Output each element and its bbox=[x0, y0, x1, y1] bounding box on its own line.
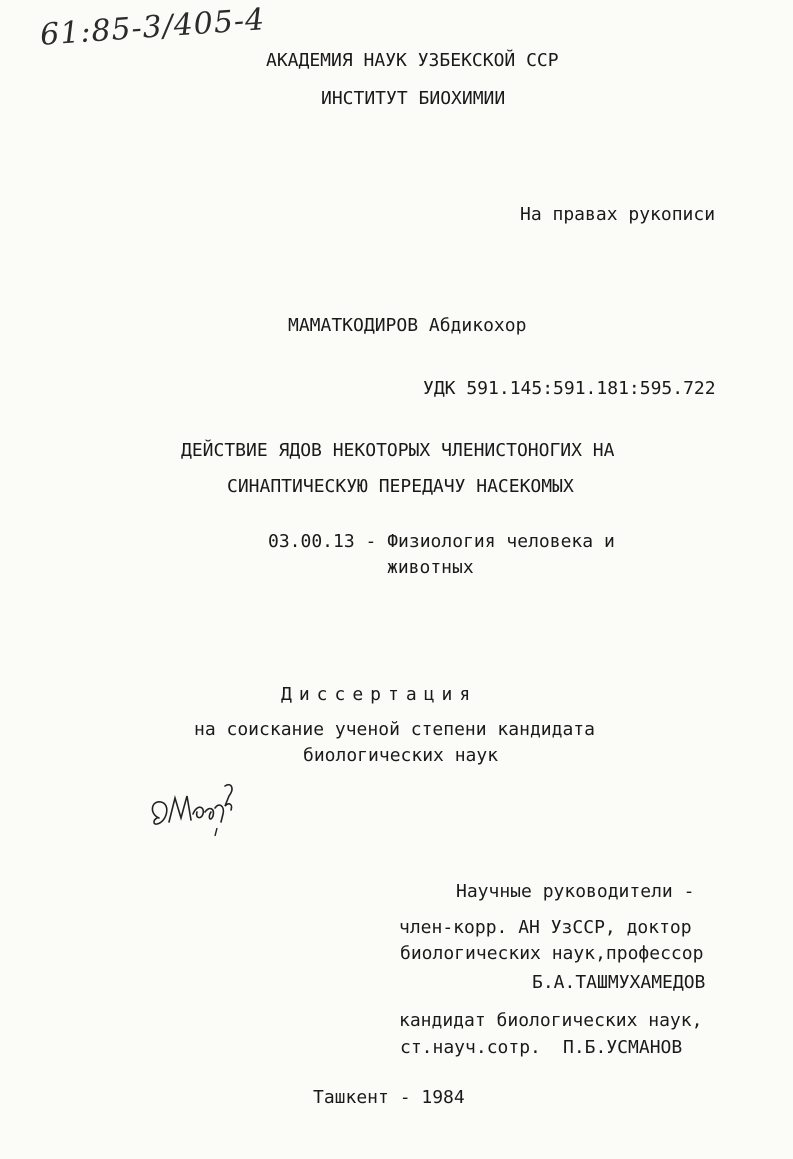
manuscript-rights-note: На правах рукописи bbox=[520, 204, 716, 225]
place-and-year: Ташкент - 1984 bbox=[313, 1087, 465, 1108]
specialty-line-2: животных bbox=[387, 557, 474, 578]
supervisor-1-title: член-корр. АН УзССР, доктор bbox=[399, 917, 692, 938]
supervisor-1-degree: биологических наук,профессор bbox=[400, 943, 704, 964]
archive-code-handwritten: 61:85-3/405-4 bbox=[39, 2, 267, 53]
academy-name: АКАДЕМИЯ НАУК УЗБЕКСКОЙ ССР bbox=[266, 50, 559, 71]
title-line-2: СИНАПТИЧЕСКУЮ ПЕРЕДАЧУ НАСЕКОМЫХ bbox=[227, 476, 574, 497]
dissertation-line-1: на соискание ученой степени кандидата bbox=[194, 719, 595, 740]
specialty-line-1: 03.00.13 - Физиология человека и bbox=[268, 531, 615, 552]
author-signature bbox=[145, 778, 255, 842]
title-line-1: ДЕЙСТВИЕ ЯДОВ НЕКОТОРЫХ ЧЛЕНИСТОНОГИХ НА bbox=[181, 440, 615, 461]
supervisors-heading: Научные руководители - bbox=[456, 881, 695, 902]
dissertation-line-2: биологических наук bbox=[303, 745, 499, 766]
supervisor-2-name: П.Б.УСМАНОВ bbox=[563, 1037, 683, 1058]
supervisor-1-name: Б.А.ТАШМУХАМЕДОВ bbox=[532, 972, 706, 993]
institute-name: ИНСТИТУТ БИОХИМИИ bbox=[321, 88, 506, 109]
udc-code: УДК 591.145:591.181:595.722 bbox=[423, 378, 716, 399]
supervisor-2-degree: кандидат биологических наук, bbox=[399, 1010, 703, 1031]
supervisor-2-position: ст.науч.сотр. bbox=[400, 1037, 541, 1058]
author-name: МАМАТКОДИРОВ Абдикохор bbox=[288, 315, 527, 336]
dissertation-heading: Диссертация bbox=[281, 684, 478, 705]
